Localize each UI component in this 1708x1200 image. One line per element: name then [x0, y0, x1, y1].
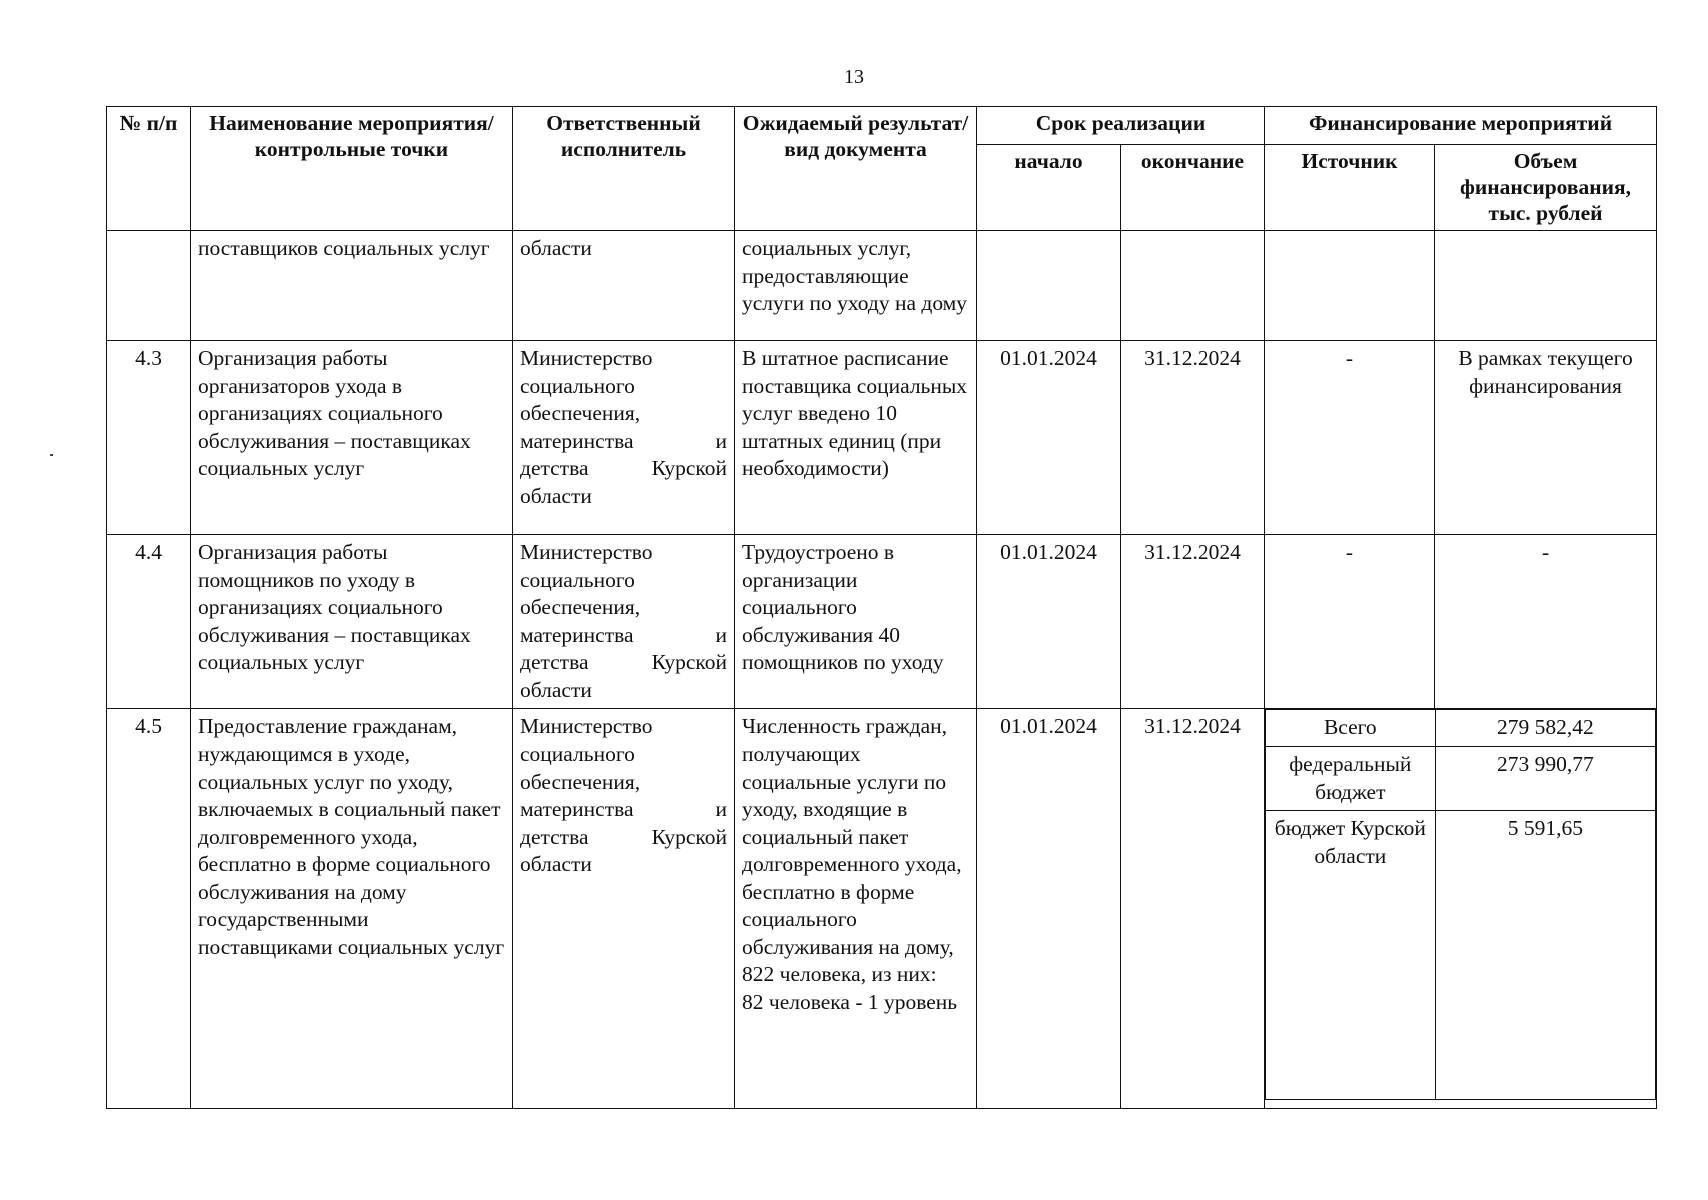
cell-start: 01.01.2024 [977, 535, 1121, 709]
cell-executor: Министерство социального обеспечения, материнства и детства Курской области [513, 709, 735, 1109]
header-financing: Финансирование мероприятий [1265, 107, 1657, 145]
cell-name: поставщиков социальных услуг [191, 231, 513, 341]
cell-name: Предоставление гражданам, нуждающимся в уходе, социальных услуг по уходу, включаемых в социальный пакет долговременного ухода, бесплатно в форме социального обслуживания на дому государственными поставщиками социальных услуг [191, 709, 513, 1109]
financing-volume: 5 591,65 [1435, 811, 1655, 1100]
cell-result: Трудоустроено в организации социального обслуживания 40 помощников по уходу [735, 535, 977, 709]
header-start: начало [977, 145, 1121, 231]
scan-speck [50, 454, 53, 456]
financing-source: федеральный бюджет [1266, 747, 1436, 811]
financing-row-total [1266, 710, 1656, 747]
header-end: окончание [1121, 145, 1265, 231]
table-row-4-5 [107, 709, 1657, 1109]
table-header [107, 107, 1657, 231]
cell-num: 4.4 [107, 535, 191, 709]
header-name: Наименование мероприятия/контрольные точки [191, 107, 513, 231]
financing-row-regional [1266, 811, 1656, 1100]
header-volume: Объем финансирования, тыс. рублей [1435, 145, 1657, 231]
cell-result: Численность граждан, получающих социальные услуги по уходу, входящие в социальный пакет долговременного ухода, бесплатно в форме социального обслуживания на дому, 822 человека, из них: 82 человека - 1 уровень [735, 709, 977, 1109]
table-row-4-4 [107, 535, 1657, 709]
header-source: Источник [1265, 145, 1435, 231]
cell-executor: Министерство социального обеспечения, материнства и детства Курской области [513, 341, 735, 535]
cell-name: Организация работы организаторов ухода в организациях социального обслуживания – поставщиках социальных услуг [191, 341, 513, 535]
cell-source [1265, 231, 1435, 341]
cell-start: 01.01.2024 [977, 341, 1121, 535]
financing-row-federal [1266, 747, 1656, 811]
cell-num [107, 231, 191, 341]
cell-num: 4.5 [107, 709, 191, 1109]
cell-source: - [1265, 341, 1435, 535]
cell-volume [1435, 231, 1657, 341]
header-period: Срок реализации [977, 107, 1265, 145]
cell-num: 4.3 [107, 341, 191, 535]
action-plan-table [106, 106, 1657, 1109]
cell-financing [1265, 709, 1657, 1109]
financing-breakdown [1265, 709, 1656, 1100]
cell-volume: В рамках текущего финансирования [1435, 341, 1657, 535]
cell-start [977, 231, 1121, 341]
cell-source: - [1265, 535, 1435, 709]
header-num: № п/п [107, 107, 191, 231]
cell-end [1121, 231, 1265, 341]
cell-result: В штатное расписание поставщика социальных услуг введено 10 штатных единиц (при необходимости) [735, 341, 977, 535]
cell-end: 31.12.2024 [1121, 535, 1265, 709]
cell-executor: Министерство социального обеспечения, материнства и детства Курской области [513, 535, 735, 709]
cell-executor: области [513, 231, 735, 341]
cell-end: 31.12.2024 [1121, 709, 1265, 1109]
financing-volume: 279 582,42 [1435, 710, 1655, 747]
header-executor: Ответственный исполнитель [513, 107, 735, 231]
header-result: Ожидаемый результат/вид документа [735, 107, 977, 231]
cell-start: 01.01.2024 [977, 709, 1121, 1109]
financing-source: бюджет Курской области [1266, 811, 1436, 1100]
table-row-continuation [107, 231, 1657, 341]
cell-volume: - [1435, 535, 1657, 709]
cell-end: 31.12.2024 [1121, 341, 1265, 535]
table-row-4-3 [107, 341, 1657, 535]
financing-volume: 273 990,77 [1435, 747, 1655, 811]
cell-result: социальных услуг, предоставляющие услуги по уходу на дому [735, 231, 977, 341]
cell-name: Организация работы помощников по уходу в организациях социального обслуживания – поставщиках социальных услуг [191, 535, 513, 709]
financing-source: Всего [1266, 710, 1436, 747]
page-number: 13 [844, 66, 864, 88]
